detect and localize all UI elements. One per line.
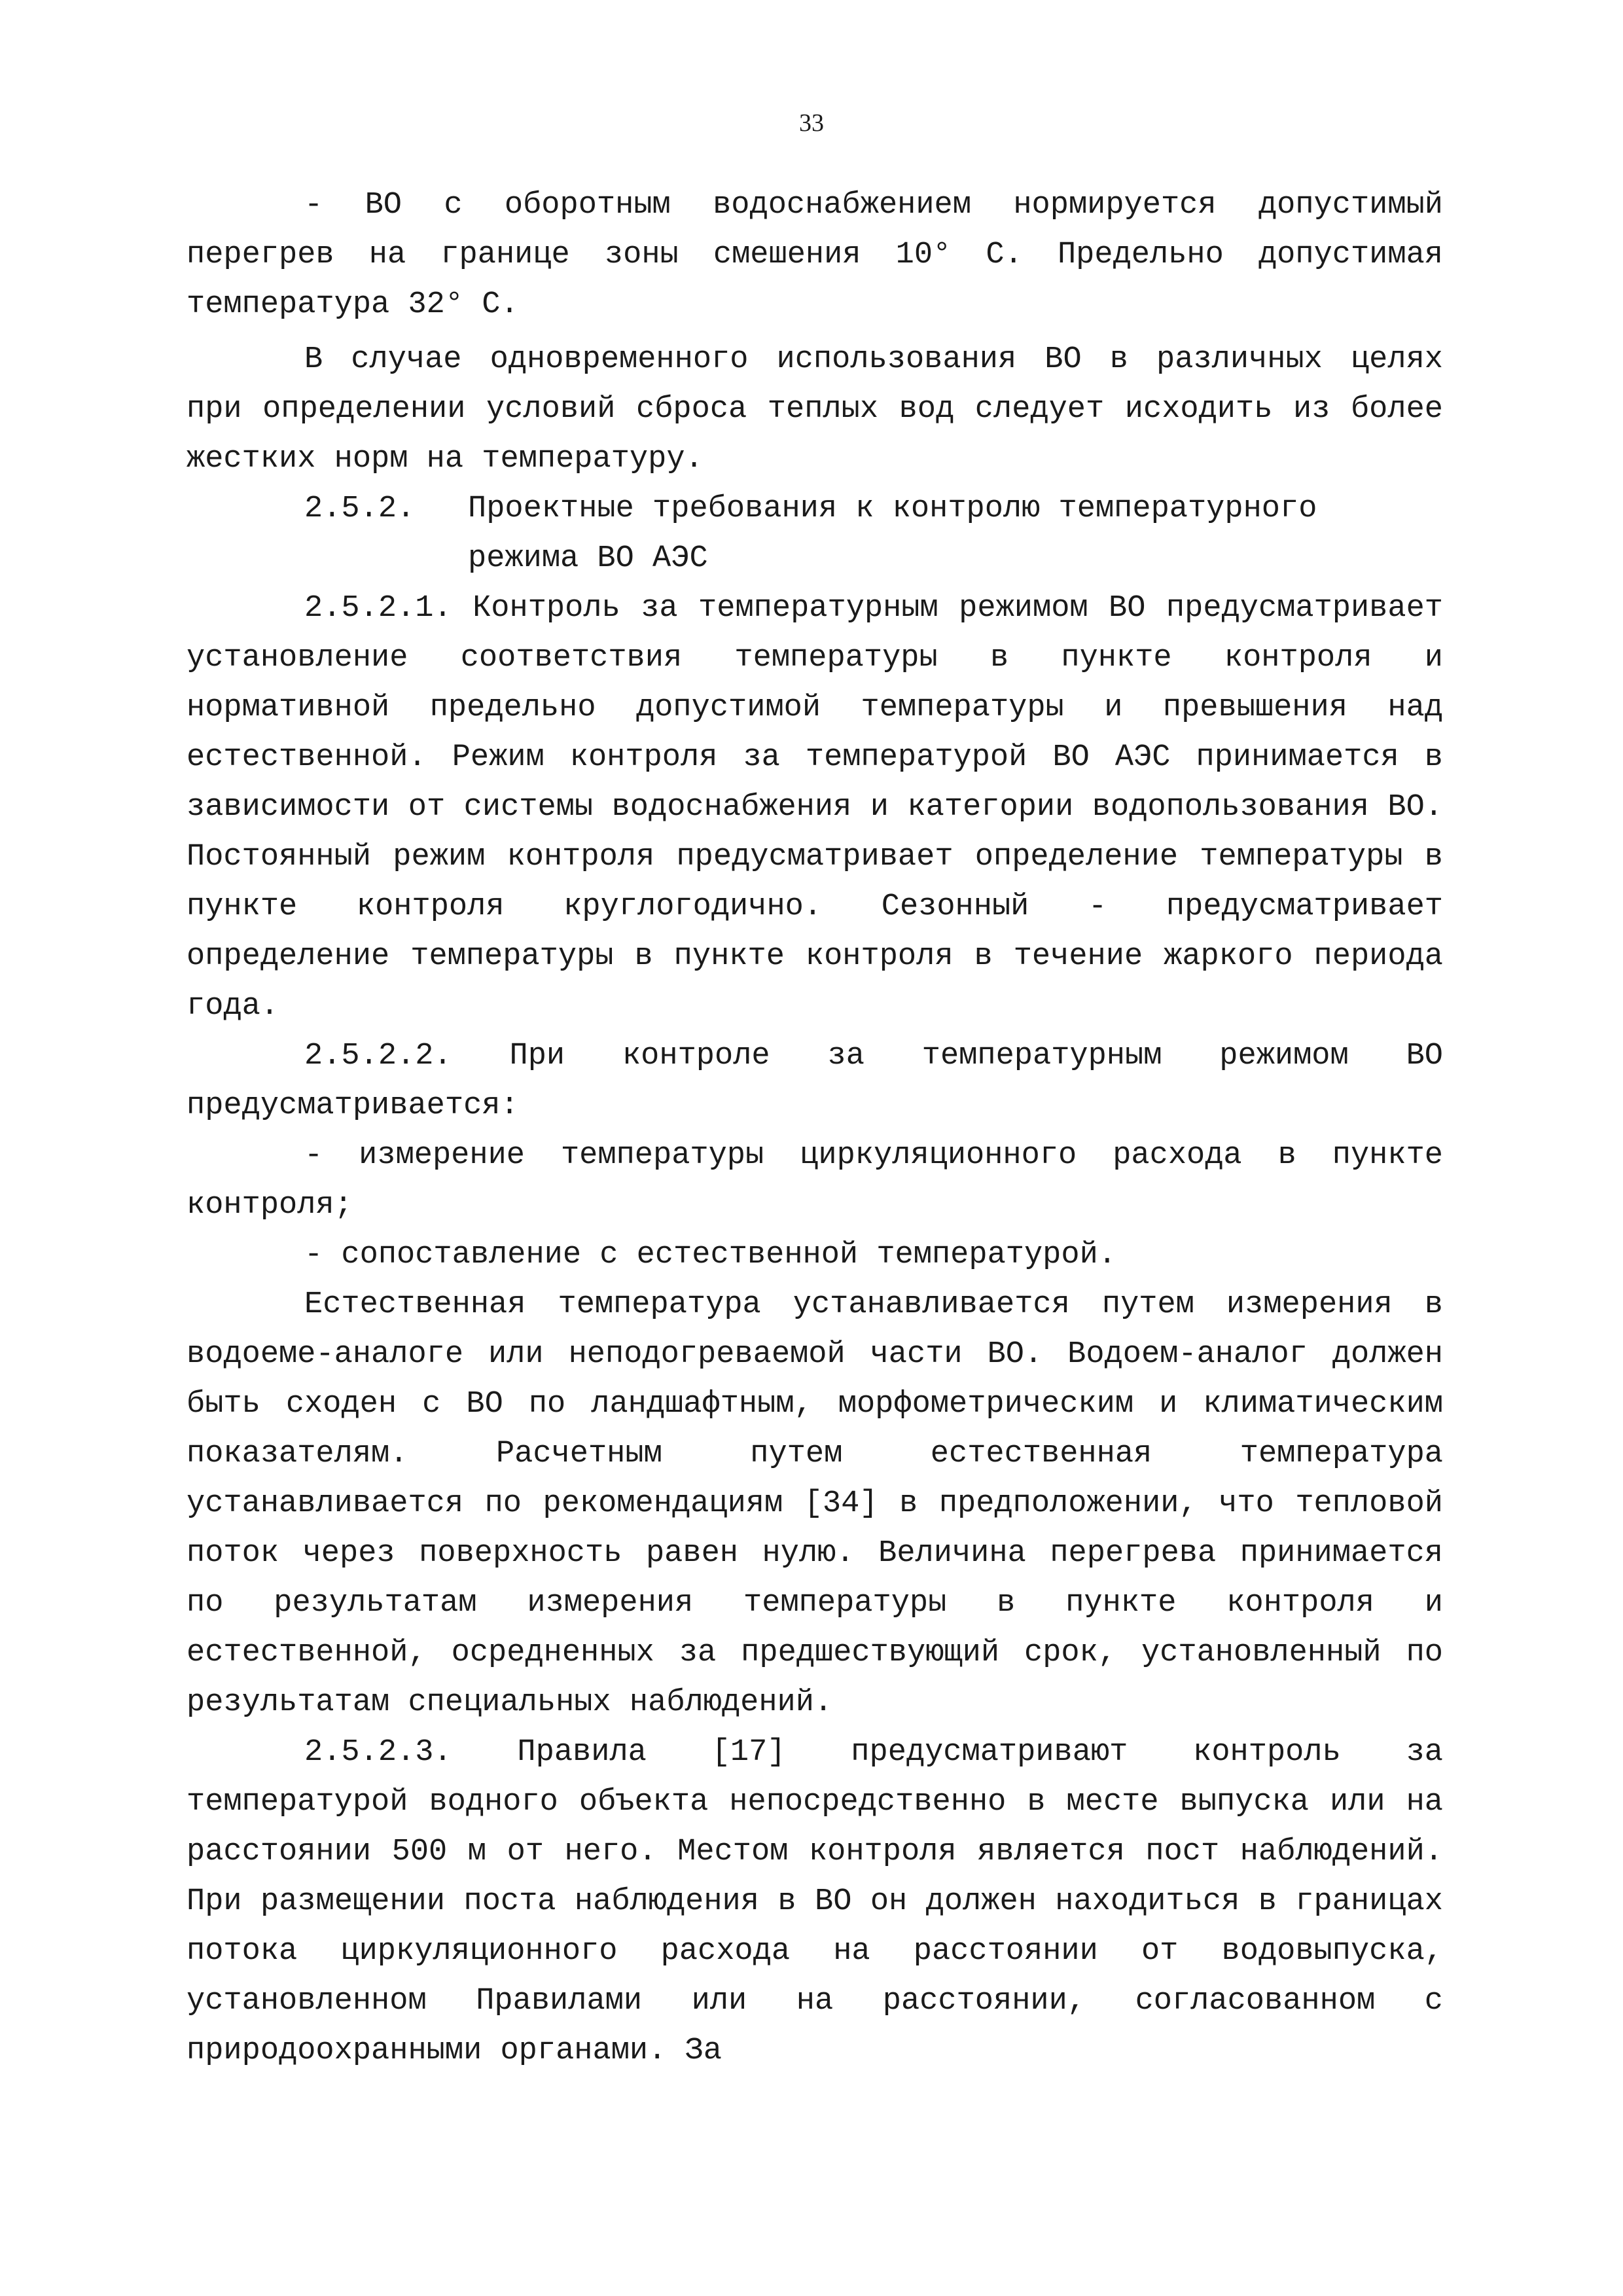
- section-heading-line2: режима ВО АЭС: [468, 541, 708, 576]
- list-item-measurement: - измерение температуры циркуляционного расхода в пункте контроля;: [187, 1138, 1443, 1223]
- list-item-comparison: - сопоставление с естественной температурой.: [304, 1238, 1117, 1272]
- section-heading-line1: Проектные требования к контролю температурного: [468, 492, 1317, 526]
- paragraph-combined-use: В случае одновременного использования ВО в различных целях при определении условий сброса теплых вод следует исходить из более жестких норм на температуру.: [187, 342, 1443, 476]
- document-body: [187, 181, 1443, 2076]
- section-heading-number: 2.5.2.: [304, 492, 416, 526]
- section-heading: [187, 484, 1443, 584]
- page-number: 33: [799, 109, 824, 137]
- section-heading-title: [468, 484, 1443, 584]
- paragraph-2-5-2-3: 2.5.2.3. Правила [17] предусматривают контроль за температурой водного объекта непосредственно в месте выпуска или на расстоянии 500 м от него. Местом контроля является пост наблюдений. При размещении поста наблюдения в ВО он должен находиться в границах потока циркуляционного расхода на расстоянии от водовыпуска, установленном Правилами или на расстоянии, согласованном с природоохранными органами. За: [187, 1735, 1443, 2068]
- paragraph-circulating-water-supply: - ВО с оборотным водоснабжением нормируется допустимый перегрев на границе зоны смешения 10° С. Предельно допустимая температура 32° С.: [187, 188, 1443, 322]
- paragraph-2-5-2-1: 2.5.2.1. Контроль за температурным режимом ВО предусматривает установление соответствия температуры в пункте контроля и нормативной предельно допустимой температуры и превышения над естественной. Режим контроля за температурой ВО АЭС принимается в зависимости от системы водоснабжения и категории водопользования ВО. Постоянный режим контроля предусматривает определение температуры в пункте контроля круглогодично. Сезонный - предусматривает определение температуры в пункте контроля в течение жаркого периода года.: [187, 591, 1443, 1024]
- paragraph-2-5-2-2: 2.5.2.2. При контроле за температурным режимом ВО предусматривается:: [187, 1039, 1443, 1123]
- paragraph-natural-temperature: Естественная температура устанавливается путем измерения в водоеме-аналоге или неподогреваемой части ВО. Водоем-аналог должен быть сходен с ВО по ландшафтным, морфометрическим и климатическим показателям. Расчетным путем естественная температура устанавливается по рекомендациям [34] в предположении, что тепловой поток через поверхность равен нулю. Величина перегрева принимается по результатам измерения температуры в пункте контроля и естественной, осредненных за предшествующий срок, установленный по результатам специальных наблюдений.: [187, 1287, 1443, 1720]
